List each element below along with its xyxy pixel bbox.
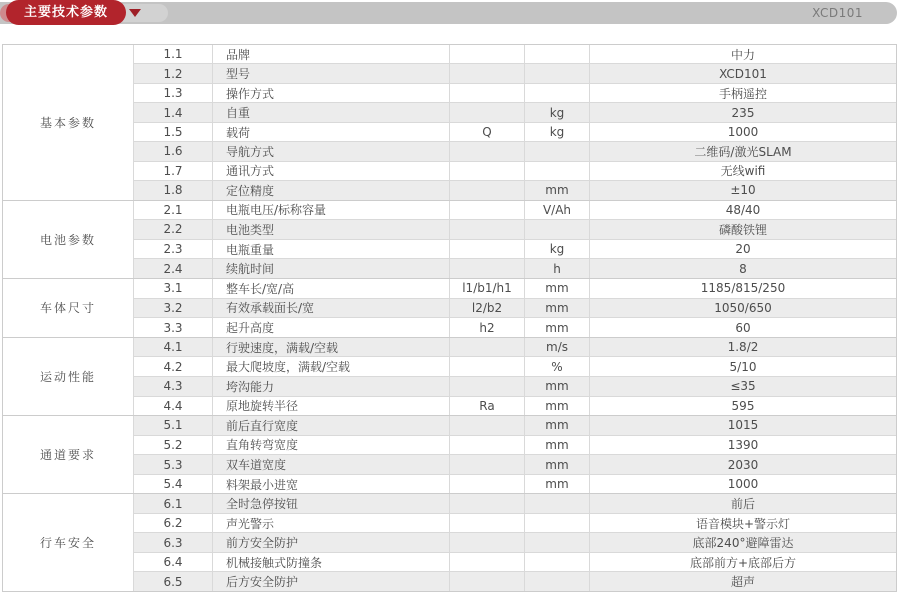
- param-name-cell: 声光警示: [213, 514, 450, 533]
- spec-row: [134, 318, 896, 337]
- row-number-cell: 4.2: [134, 357, 213, 376]
- unit-cell: kg: [525, 103, 590, 121]
- spec-row: [134, 64, 896, 83]
- spec-row: [134, 299, 896, 319]
- spec-row: [134, 455, 896, 475]
- value-cell: 595: [731, 398, 755, 413]
- symbol-cell: [450, 162, 525, 180]
- symbol-cell: Q: [450, 123, 525, 141]
- symbol-cell: [450, 181, 525, 199]
- row-number-cell: 1.8: [134, 181, 213, 199]
- value-cell: 1050/650: [714, 300, 772, 315]
- unit-cell: [525, 64, 590, 82]
- spec-row: [134, 142, 896, 161]
- section-rows: [134, 201, 896, 278]
- value-cell: 手柄遥控: [718, 86, 767, 101]
- spec-row: [134, 514, 896, 534]
- spec-row: [134, 416, 896, 436]
- symbol-cell: [450, 259, 525, 278]
- row-number-cell: 3.1: [134, 279, 213, 298]
- value-cell: 1185/815/250: [700, 281, 786, 296]
- unit-cell: h: [525, 259, 590, 278]
- param-name-cell: 整车长/宽/高: [213, 279, 450, 298]
- param-name-cell: 最大爬坡度，满载/空载: [213, 357, 450, 376]
- symbol-cell: [450, 201, 525, 220]
- spec-row: [134, 572, 896, 591]
- param-name-cell: 型号: [213, 64, 450, 82]
- symbol-cell: [450, 455, 525, 474]
- spec-row: [134, 220, 896, 240]
- spec-row: [134, 45, 896, 64]
- row-number-cell: 5.3: [134, 455, 213, 474]
- symbol-cell: [450, 240, 525, 259]
- row-number-cell: 4.3: [134, 377, 213, 396]
- unit-cell: mm: [525, 475, 590, 494]
- row-number-cell: 6.5: [134, 572, 213, 591]
- row-number-cell: 2.4: [134, 259, 213, 278]
- section-rows: [134, 45, 896, 200]
- spec-row: [134, 162, 896, 181]
- row-number-cell: 2.3: [134, 240, 213, 259]
- row-number-cell: 1.6: [134, 142, 213, 160]
- param-name-cell: 料架最小进宽: [213, 475, 450, 494]
- unit-cell: [525, 533, 590, 552]
- value-cell: 2030: [727, 457, 759, 472]
- value-cell: 1390: [727, 437, 759, 452]
- param-name-cell: 机械接触式防撞条: [213, 553, 450, 572]
- spec-section: [3, 416, 896, 494]
- param-name-cell: 电瓶重量: [213, 240, 450, 259]
- param-name-cell: 自重: [213, 103, 450, 121]
- spec-table: [2, 44, 897, 592]
- spec-row: [134, 436, 896, 456]
- row-number-cell: 6.3: [134, 533, 213, 552]
- row-number-cell: 6.4: [134, 553, 213, 572]
- row-number-cell: 2.2: [134, 220, 213, 239]
- spec-row: [134, 533, 896, 553]
- symbol-cell: [450, 64, 525, 82]
- section-title-badge: 主要技术参数: [6, 0, 126, 25]
- unit-cell: V/Ah: [525, 201, 590, 220]
- value-cell: 二维码/激光SLAM: [694, 144, 792, 159]
- row-number-cell: 1.5: [134, 123, 213, 141]
- symbol-cell: [450, 436, 525, 455]
- unit-cell: kg: [525, 240, 590, 259]
- spec-row: [134, 103, 896, 122]
- spec-row: [134, 338, 896, 358]
- param-name-cell: 起升高度: [213, 318, 450, 337]
- unit-cell: mm: [525, 181, 590, 199]
- row-number-cell: 4.4: [134, 397, 213, 416]
- unit-cell: [525, 162, 590, 180]
- spec-row: [134, 181, 896, 199]
- category-cell: 电池参数: [3, 201, 134, 278]
- param-name-cell: 直角转弯宽度: [213, 436, 450, 455]
- section-rows: [134, 494, 896, 591]
- section-rows: [134, 279, 896, 337]
- symbol-cell: [450, 416, 525, 435]
- value-cell: 8: [739, 261, 747, 276]
- triangle-down-icon[interactable]: [129, 9, 141, 17]
- symbol-cell: [450, 475, 525, 494]
- symbol-cell: [450, 533, 525, 552]
- value-cell: 无线wifi: [720, 164, 766, 179]
- section-rows: [134, 416, 896, 493]
- value-cell: 235: [731, 105, 755, 120]
- spec-row: [134, 494, 896, 514]
- spec-row: [134, 397, 896, 416]
- value-cell: 语音模块+警示灯: [695, 516, 791, 531]
- spec-row: [134, 475, 896, 494]
- row-number-cell: 5.4: [134, 475, 213, 494]
- unit-cell: kg: [525, 123, 590, 141]
- category-cell: 基本参数: [3, 45, 134, 200]
- spec-row: [134, 553, 896, 573]
- param-name-cell: 行驶速度，满载/空载: [213, 338, 450, 357]
- spec-row: [134, 357, 896, 377]
- symbol-cell: [450, 494, 525, 513]
- spec-section: [3, 45, 896, 201]
- param-name-cell: 前后直行宽度: [213, 416, 450, 435]
- unit-cell: [525, 142, 590, 160]
- symbol-cell: [450, 220, 525, 239]
- param-name-cell: 前方安全防护: [213, 533, 450, 552]
- row-number-cell: 1.4: [134, 103, 213, 121]
- value-cell: 磷酸铁锂: [718, 222, 767, 237]
- model-label: XCD101: [812, 6, 863, 20]
- symbol-cell: [450, 84, 525, 102]
- value-cell: 60: [735, 320, 751, 335]
- row-number-cell: 3.3: [134, 318, 213, 337]
- unit-cell: mm: [525, 436, 590, 455]
- value-cell: 1.8/2: [727, 340, 759, 355]
- spec-row: [134, 123, 896, 142]
- spec-section: [3, 279, 896, 338]
- symbol-cell: l2/b2: [450, 299, 525, 318]
- spec-section: [3, 494, 896, 591]
- unit-cell: [525, 572, 590, 591]
- value-cell: 前后: [730, 497, 755, 512]
- unit-cell: [525, 84, 590, 102]
- param-name-cell: 操作方式: [213, 84, 450, 102]
- spec-row: [134, 377, 896, 397]
- unit-cell: %: [525, 357, 590, 376]
- spec-section: [3, 201, 896, 279]
- param-name-cell: 有效承载面长/宽: [213, 299, 450, 318]
- param-name-cell: 导航方式: [213, 142, 450, 160]
- unit-cell: [525, 514, 590, 533]
- symbol-cell: [450, 357, 525, 376]
- symbol-cell: [450, 338, 525, 357]
- row-number-cell: 5.2: [134, 436, 213, 455]
- value-cell: 1015: [727, 418, 759, 433]
- symbol-cell: h2: [450, 318, 525, 337]
- unit-cell: [525, 45, 590, 63]
- spec-section: [3, 338, 896, 416]
- row-number-cell: 1.1: [134, 45, 213, 63]
- unit-cell: [525, 553, 590, 572]
- param-name-cell: 载荷: [213, 123, 450, 141]
- row-number-cell: 1.2: [134, 64, 213, 82]
- symbol-cell: [450, 553, 525, 572]
- spec-row: [134, 279, 896, 299]
- value-cell: 中力: [730, 47, 755, 62]
- spec-row: [134, 84, 896, 103]
- row-number-cell: 3.2: [134, 299, 213, 318]
- value-cell: 5/10: [729, 359, 757, 374]
- symbol-cell: [450, 142, 525, 160]
- value-cell: 底部240°避障雷达: [692, 536, 794, 551]
- row-number-cell: 1.3: [134, 84, 213, 102]
- unit-cell: mm: [525, 397, 590, 416]
- unit-cell: mm: [525, 377, 590, 396]
- symbol-cell: [450, 572, 525, 591]
- param-name-cell: 双车道宽度: [213, 455, 450, 474]
- category-cell: 车体尺寸: [3, 279, 134, 337]
- param-name-cell: 通讯方式: [213, 162, 450, 180]
- spec-row: [134, 240, 896, 260]
- symbol-cell: [450, 514, 525, 533]
- value-cell: XCD101: [719, 66, 767, 81]
- unit-cell: [525, 220, 590, 239]
- value-cell: 48/40: [725, 202, 761, 217]
- param-name-cell: 后方安全防护: [213, 572, 450, 591]
- section-rows: [134, 338, 896, 415]
- row-number-cell: 6.2: [134, 514, 213, 533]
- symbol-cell: [450, 45, 525, 63]
- spec-row: [134, 259, 896, 278]
- unit-cell: mm: [525, 455, 590, 474]
- value-cell: ±10: [730, 183, 756, 198]
- category-cell: 通道要求: [3, 416, 134, 493]
- value-cell: ≤35: [730, 379, 756, 394]
- value-cell: 1000: [727, 477, 759, 492]
- param-name-cell: 定位精度: [213, 181, 450, 199]
- value-cell: 底部前方+底部后方: [689, 555, 797, 570]
- symbol-cell: [450, 103, 525, 121]
- unit-cell: mm: [525, 279, 590, 298]
- param-name-cell: 电池类型: [213, 220, 450, 239]
- row-number-cell: 4.1: [134, 338, 213, 357]
- row-number-cell: 2.1: [134, 201, 213, 220]
- symbol-cell: [450, 377, 525, 396]
- unit-cell: mm: [525, 416, 590, 435]
- spec-row: [134, 201, 896, 221]
- param-name-cell: 续航时间: [213, 259, 450, 278]
- unit-cell: mm: [525, 318, 590, 337]
- value-cell: 超声: [730, 575, 755, 590]
- row-number-cell: 6.1: [134, 494, 213, 513]
- unit-cell: mm: [525, 299, 590, 318]
- unit-cell: [525, 494, 590, 513]
- param-name-cell: 电瓶电压/标称容量: [213, 201, 450, 220]
- value-cell: 1000: [727, 125, 759, 140]
- value-cell: 20: [735, 242, 751, 257]
- row-number-cell: 1.7: [134, 162, 213, 180]
- row-number-cell: 5.1: [134, 416, 213, 435]
- unit-cell: m/s: [525, 338, 590, 357]
- symbol-cell: Ra: [450, 397, 525, 416]
- param-name-cell: 全时急停按钮: [213, 494, 450, 513]
- param-name-cell: 垮沟能力: [213, 377, 450, 396]
- category-cell: 运动性能: [3, 338, 134, 415]
- symbol-cell: l1/b1/h1: [450, 279, 525, 298]
- param-name-cell: 品牌: [213, 45, 450, 63]
- category-cell: 行车安全: [3, 494, 134, 591]
- param-name-cell: 原地旋转半径: [213, 397, 450, 416]
